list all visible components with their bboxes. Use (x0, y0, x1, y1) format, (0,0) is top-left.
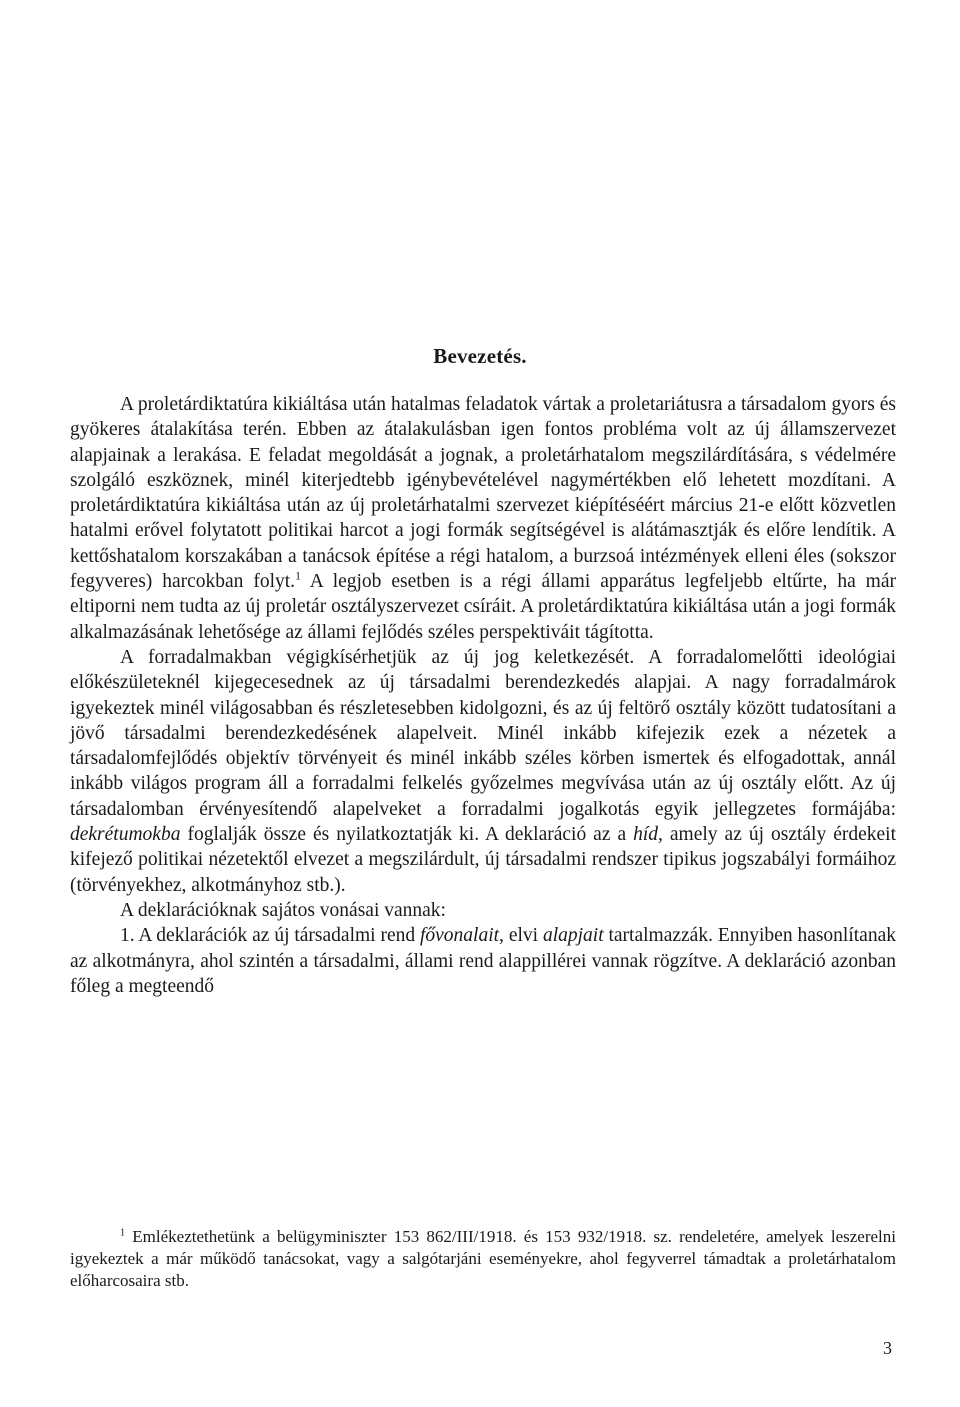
paragraph-4-text-c: tartalmazzák. Ennyiben hasonlítanak az alkotmányra, ahol szintén a társadalmi, állami rend alappillérei vannak rögzítve. A deklaráció azonban főleg a megteendő (70, 925, 896, 997)
paragraph-1-text-a: A proletárdiktatúra kikiáltása után hatalmas feladatok vártak a proletariátusra a társadalom gyors és gyökeres átalakítása terén. Ebben az átalakulásban igen fontos probléma volt az új államszervezet alapjainak a lerakása. E feladat megoldását a jognak, a proletárhatalom megszilárdítására, s védelmére szolgáló eszköznek, minél kiterjedtebb igénybevételével nagymértékben elő lehetett mozdítani. A proletárdiktatúra kikiáltása után az új proletárhatalmi szervezet kiépítéséért március 21-e előtt közvetlen hatalmi erővel folytatott politikai harcot a jogi formák segítségével is alátámasztják és előre lendítik. A kettőshatalom korszakában a tanácsok építése a régi hatalom, a burzsoá intézmények elleni éles (sokszor fegyveres) harcokban folyt. (70, 394, 896, 593)
page-title: Bevezetés. (433, 344, 527, 368)
page-number: 3 (883, 1338, 892, 1358)
footnote-marker: 1 (120, 1227, 126, 1239)
paragraph-2-text-c: amely az új osztály érdekeit kifejező politikai nézetektől elvezet a megszilárdult, új társadalmi rendszer tipikus jogszabályi formáihoz (törvényekhez, alkotmányhoz stb.). (70, 824, 896, 896)
paragraph-4-emphasis-2: alapjait (542, 925, 604, 947)
footnote-text (70, 1226, 896, 1293)
footnote-reference: 1 (295, 569, 301, 583)
paragraph-2 (70, 645, 896, 898)
paragraph-1-text-b: A legjob esetben is a régi állami apparátus legfeljebb eltűrte, ha már eltiporni nem tudta az új proletár osztályszervezet csíráit. A proletárdiktatúra kikiáltása után a jogi formák alkalmazásának lehetősége az állami fejlődés széles perspektiváit tágította. (70, 571, 896, 643)
paragraph-1 (70, 392, 896, 645)
paragraph-2-text-b: foglalják össze és nyilatkoztatják ki. A deklaráció az a (180, 824, 634, 846)
paragraph-2-emphasis-1: dekrétumokba (70, 824, 181, 846)
paragraph-2-emphasis-2: híd, (633, 824, 663, 846)
paragraph-2-text-a: A forradalmakban végigkísérhetjük az új jog keletkezését. A forradalomelőtti ideológiai előkészületeknél kijegecesednek az új társadalmi berendezkedés alapjai. A nagy forradalmárok igyekeztek minél világosabban és részletesebben kidolgozni, és az új feltörő osztály között tudatosítani a jövő társadalmi berendezkedésének alapelveit. Minél inkább kifejezik ezek a nézetek a társadalomfejlődés objektív törvényeit és minél inkább széles körben ismertek és elfogadottak, annál inkább világos program áll a forradalmi felkelés győzelmes megvívása után az új osztály előtt. Az új társadalomban érvényesítendő alapelveket a forradalmi jogalkotás egyik jellegzetes formájába: (70, 646, 896, 820)
paragraph-4 (70, 923, 896, 999)
paragraph-4-emphasis-1: fővonalait, (419, 925, 504, 947)
body-text (70, 392, 896, 999)
paragraph-4-text-a: 1. A deklarációk az új társadalmi rend (120, 925, 420, 947)
paragraph-3: A deklarációknak sajátos vonásai vannak: (120, 899, 446, 921)
footnote (70, 1226, 896, 1293)
footnote-body: Emlékeztethetünk a belügyminiszter 153 862/III/1918. és 153 932/1918. sz. rendeletére, amelyek leszerelni igyekeztek a már működő tanácsokat, vagy a salgótarjáni eseményekre, ahol fegyverrel támadtak a proletárhatalom előharcosaira stb. (70, 1227, 896, 1291)
paragraph-4-text-b: elvi (503, 925, 543, 947)
